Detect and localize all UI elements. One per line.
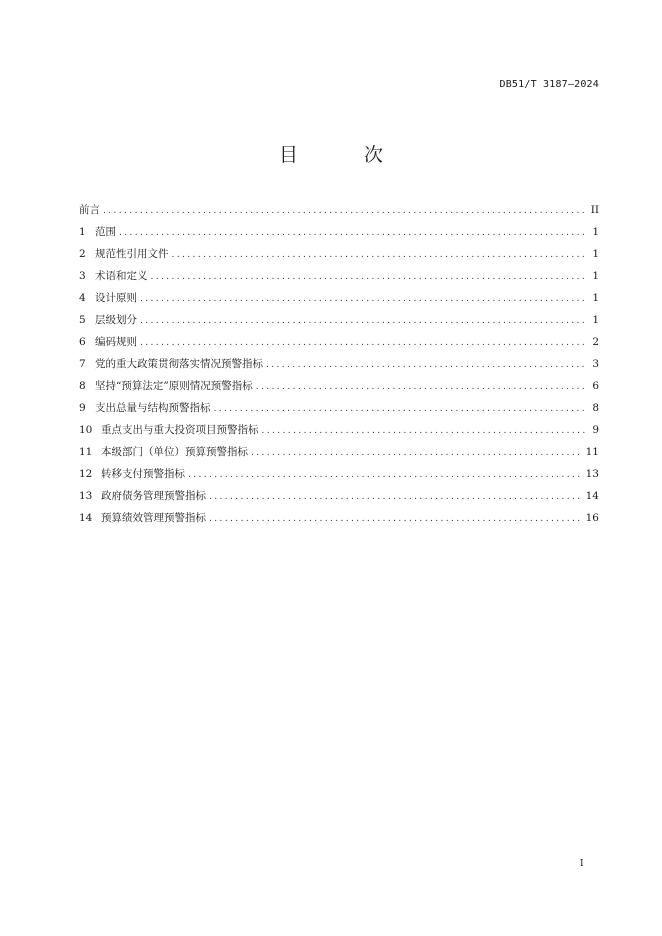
toc-entry-label: 设计原则 [95, 292, 137, 304]
toc-entry-14[interactable] [79, 507, 599, 529]
toc-entry-label: 规范性引用文件 [95, 248, 169, 260]
toc-entry-label: 支出总量与结构预警指标 [95, 402, 211, 414]
toc-entry-number: 5 [79, 314, 86, 326]
toc-entry-label: 层级划分 [95, 314, 137, 326]
toc-entry-foreword[interactable] [79, 199, 599, 221]
toc-entry-number: 4 [79, 292, 86, 304]
toc-entry-label: 编码规则 [95, 336, 137, 348]
toc-entry-page: 8 [592, 402, 599, 414]
toc-entry-5[interactable] [79, 309, 599, 331]
toc-entry-label: 重点支出与重大投资项目预警指标 [101, 424, 259, 436]
toc-entry-4[interactable] [79, 287, 599, 309]
toc-entry-number: 14 [79, 512, 93, 524]
toc-entry-label: 范围 [95, 226, 116, 238]
toc-entry-label: 本级部门（单位）预算预警指标 [101, 446, 248, 458]
toc-dot-leader [103, 200, 585, 222]
toc-entry-label: 预算绩效管理预警指标 [101, 512, 206, 524]
toc-entry-label: 转移支付预警指标 [101, 468, 185, 480]
toc-dot-leader [172, 244, 586, 266]
toc-entry-page: 1 [592, 292, 599, 304]
toc-entry-13[interactable] [79, 485, 599, 507]
toc-dot-leader [209, 486, 582, 508]
toc-entry-number: 1 [79, 226, 86, 238]
document-code: DB51/T 3187—2024 [499, 79, 599, 90]
toc-entry-number: 12 [79, 468, 93, 480]
toc-entry-12[interactable] [79, 463, 599, 485]
toc-entry-number: 7 [79, 358, 86, 370]
toc-entry-page: 11 [585, 446, 599, 458]
toc-dot-leader [214, 398, 586, 420]
toc-entry-page: 13 [585, 468, 599, 480]
toc-entry-page: II [590, 204, 599, 216]
toc-entry-1[interactable] [79, 221, 599, 243]
toc-entry-page: 3 [592, 358, 599, 370]
toc-entry-label: 坚持“预算法定”原则情况预警指标 [95, 380, 253, 392]
toc-entry-page: 2 [592, 336, 599, 348]
toc-entry-label: 政府债务管理预警指标 [101, 490, 206, 502]
toc-dot-leader [256, 376, 585, 398]
toc-dot-leader [119, 222, 585, 244]
toc-dot-leader [140, 310, 585, 332]
toc-entry-page: 1 [592, 248, 599, 260]
toc-entry-number: 6 [79, 336, 86, 348]
toc-entry-3[interactable] [79, 265, 599, 287]
toc-entry-page: 1 [592, 270, 599, 282]
toc-entry-10[interactable] [79, 419, 599, 441]
toc-entry-number: 9 [79, 402, 86, 414]
toc-entry-11[interactable] [79, 441, 599, 463]
toc-dot-leader [262, 420, 586, 442]
toc-entry-page: 1 [592, 226, 599, 238]
toc-dot-leader [188, 464, 582, 486]
toc-dot-leader [140, 332, 585, 354]
toc-entry-7[interactable] [79, 353, 599, 375]
toc-entry-number: 11 [79, 446, 93, 458]
toc-dot-leader [266, 354, 585, 376]
toc-entry-9[interactable] [79, 397, 599, 419]
toc-entry-8[interactable] [79, 375, 599, 397]
toc-entry-page: 6 [592, 380, 599, 392]
table-of-contents [79, 199, 599, 529]
toc-entry-2[interactable] [79, 243, 599, 265]
toc-dot-leader [251, 442, 582, 464]
toc-entry-6[interactable] [79, 331, 599, 353]
toc-dot-leader [151, 266, 586, 288]
toc-entry-page: 14 [585, 490, 599, 502]
page-title: 目 次 [278, 144, 414, 166]
toc-dot-leader [140, 288, 585, 310]
toc-entry-number: 2 [79, 248, 86, 260]
toc-entry-number: 13 [79, 490, 93, 502]
toc-entry-label: 前言 [79, 204, 100, 216]
toc-entry-label: 术语和定义 [95, 270, 148, 282]
toc-entry-number: 8 [79, 380, 86, 392]
toc-entry-page: 9 [592, 424, 599, 436]
toc-dot-leader [209, 508, 582, 530]
toc-entry-page: 1 [592, 314, 599, 326]
toc-entry-page: 16 [585, 512, 599, 524]
toc-entry-number: 10 [79, 424, 93, 436]
toc-entry-number: 3 [79, 270, 86, 282]
page-number: I [580, 859, 584, 869]
toc-entry-label: 党的重大政策贯彻落实情况预警指标 [95, 358, 263, 370]
